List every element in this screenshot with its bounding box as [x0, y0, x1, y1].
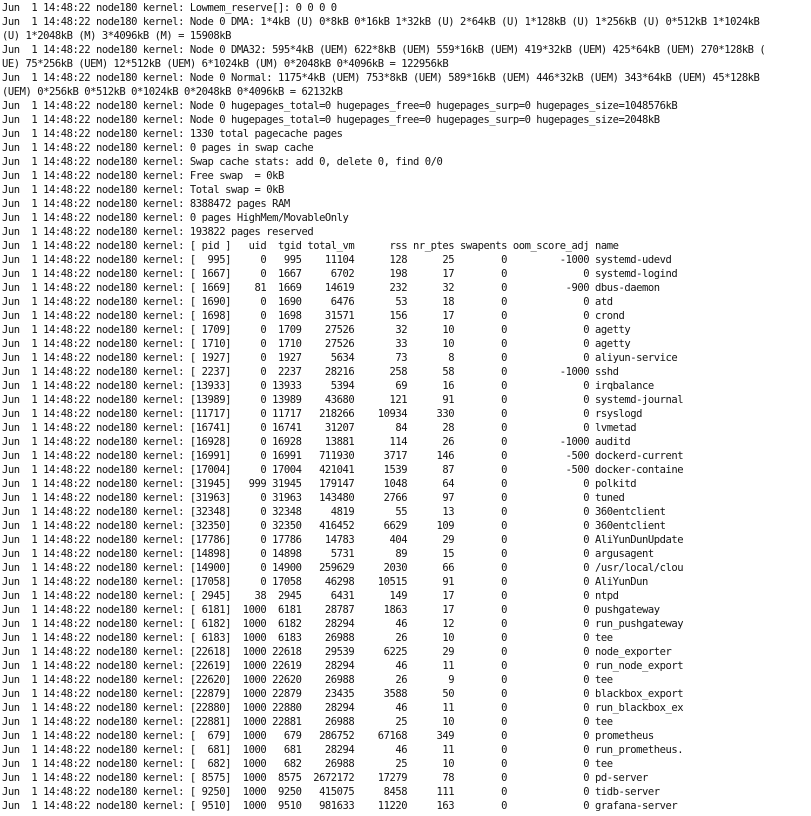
log-line: Jun 1 14:48:22 node180 kernel: [16991] 0 16991 711930 3717 146 0 -500 dockerd-current [2, 450, 684, 462]
log-line: Jun 1 14:48:22 node180 kernel: [31963] 0 31963 143480 2766 97 0 0 tuned [2, 492, 625, 504]
log-line: Jun 1 14:48:22 node180 kernel: [ 1669] 81 1669 14619 232 32 0 -900 dbus-daemon [2, 282, 660, 294]
log-line: Jun 1 14:48:22 node180 kernel: Total swap = 0kB [2, 184, 284, 196]
log-line: Jun 1 14:48:22 node180 kernel: [17786] 0 17786 14783 404 29 0 0 AliYunDunUpdate [2, 534, 684, 546]
log-line: Jun 1 14:48:22 node180 kernel: 8388472 pages RAM [2, 198, 290, 210]
log-line: Jun 1 14:48:22 node180 kernel: Node 0 DMA: 1*4kB (U) 0*8kB 0*16kB 1*32kB (U) 2*64kB (U) 1*128kB (U) 1*256kB (U) 0*512kB 1*1024kB [2, 16, 760, 28]
log-line: Jun 1 14:48:22 node180 kernel: [16741] 0 16741 31207 84 28 0 0 lvmetad [2, 422, 637, 434]
log-line: Jun 1 14:48:22 node180 kernel: Lowmem_reserve[]: 0 0 0 0 [2, 2, 337, 14]
log-line: Jun 1 14:48:22 node180 kernel: [ 1690] 0 1690 6476 53 18 0 0 atd [2, 296, 613, 308]
log-line: Jun 1 14:48:22 node180 kernel: [ 6181] 1000 6181 28787 1863 17 0 0 pushgateway [2, 604, 660, 616]
log-line: Jun 1 14:48:22 node180 kernel: [ 6182] 1000 6182 28294 46 12 0 0 run_pushgateway [2, 618, 684, 630]
log-line: Jun 1 14:48:22 node180 kernel: [22879] 1000 22879 23435 3588 50 0 0 blackbox_export [2, 688, 684, 700]
log-line: Jun 1 14:48:22 node180 kernel: 0 pages HighMem/MovableOnly [2, 212, 349, 224]
log-line: Jun 1 14:48:22 node180 kernel: [ 995] 0 995 11104 128 25 0 -1000 systemd-udevd [2, 254, 672, 266]
log-line: UE) 75*256kB (UEM) 12*512kB (UEM) 6*1024kB (UM) 0*2048kB 0*4096kB = 122956kB [2, 58, 449, 70]
log-line: Jun 1 14:48:22 node180 kernel: Node 0 DMA32: 595*4kB (UEM) 622*8kB (UEM) 559*16kB (UEM) 419*32kB (UEM) 425*64kB (UEM) 270*128kB ( [2, 44, 766, 56]
log-line: Jun 1 14:48:22 node180 kernel: [ 1698] 0 1698 31571 156 17 0 0 crond [2, 310, 625, 322]
log-line: Jun 1 14:48:22 node180 kernel: [ 2237] 0 2237 28216 258 58 0 -1000 sshd [2, 366, 619, 378]
log-line: Jun 1 14:48:22 node180 kernel: [ 682] 1000 682 26988 25 10 0 0 tee [2, 758, 613, 770]
log-line: Jun 1 14:48:22 node180 kernel: [22618] 1000 22618 29539 6225 29 0 0 node_exporter [2, 646, 672, 658]
log-line: (U) 1*2048kB (M) 3*4096kB (M) = 15908kB [2, 30, 231, 42]
log-line: Jun 1 14:48:22 node180 kernel: [ 1667] 0 1667 6702 198 17 0 0 systemd-logind [2, 268, 678, 280]
log-line: Jun 1 14:48:22 node180 kernel: [ 2945] 38 2945 6431 149 17 0 0 ntpd [2, 590, 619, 602]
log-line: Jun 1 14:48:22 node180 kernel: Free swap = 0kB [2, 170, 284, 182]
log-line: Jun 1 14:48:22 node180 kernel: [ 681] 1000 681 28294 46 11 0 0 run_prometheus. [2, 744, 684, 756]
log-line: Jun 1 14:48:22 node180 kernel: [ 1710] 0 1710 27526 33 10 0 0 agetty [2, 338, 631, 350]
log-line: Jun 1 14:48:22 node180 kernel: [16928] 0 16928 13881 114 26 0 -1000 auditd [2, 436, 631, 448]
log-line: Jun 1 14:48:22 node180 kernel: [ 8575] 1000 8575 2672172 17279 78 0 0 pd-server [2, 772, 648, 784]
log-line: (UEM) 0*256kB 0*512kB 0*1024kB 0*2048kB 0*4096kB = 62132kB [2, 86, 343, 98]
log-line: Jun 1 14:48:22 node180 kernel: [ pid ] uid tgid total_vm rss nr_ptes swapents oom_score_adj name [2, 240, 619, 252]
log-line: Jun 1 14:48:22 node180 kernel: 1330 total pagecache pages [2, 128, 343, 140]
log-line: Jun 1 14:48:22 node180 kernel: Node 0 hugepages_total=0 hugepages_free=0 hugepages_surp=0 hugepages_size=1048576kB [2, 100, 678, 112]
log-line: Jun 1 14:48:22 node180 kernel: [13933] 0 13933 5394 69 16 0 0 irqbalance [2, 380, 654, 392]
log-line: Jun 1 14:48:22 node180 kernel: [ 9250] 1000 9250 415075 8458 111 0 0 tidb-server [2, 786, 660, 798]
log-line: Jun 1 14:48:22 node180 kernel: [17058] 0 17058 46298 10515 91 0 0 AliYunDun [2, 576, 648, 588]
log-line: Jun 1 14:48:22 node180 kernel: [22620] 1000 22620 26988 26 9 0 0 tee [2, 674, 613, 686]
log-line: Jun 1 14:48:22 node180 kernel: [31945] 999 31945 179147 1048 64 0 0 polkitd [2, 478, 637, 490]
log-line: Jun 1 14:48:22 node180 kernel: Node 0 hugepages_total=0 hugepages_free=0 hugepages_surp=0 hugepages_size=2048kB [2, 114, 660, 126]
log-line: Jun 1 14:48:22 node180 kernel: [ 679] 1000 679 286752 67168 349 0 0 prometheus [2, 730, 654, 742]
log-line: Jun 1 14:48:22 node180 kernel: [ 9510] 1000 9510 981633 11220 163 0 0 grafana-server [2, 800, 678, 812]
log-line: Jun 1 14:48:22 node180 kernel: [11717] 0 11717 218266 10934 330 0 0 rsyslogd [2, 408, 642, 420]
log-line: Jun 1 14:48:22 node180 kernel: Swap cache stats: add 0, delete 0, find 0/0 [2, 156, 443, 168]
log-line: Jun 1 14:48:22 node180 kernel: [ 1927] 0 1927 5634 73 8 0 0 aliyun-service [2, 352, 678, 364]
log-line: Jun 1 14:48:22 node180 kernel: [17004] 0 17004 421041 1539 87 0 -500 docker-containe [2, 464, 684, 476]
log-line: Jun 1 14:48:22 node180 kernel: 0 pages in swap cache [2, 142, 314, 154]
log-line: Jun 1 14:48:22 node180 kernel: [13989] 0 13989 43680 121 91 0 0 systemd-journal [2, 394, 684, 406]
log-line: Jun 1 14:48:22 node180 kernel: [22880] 1000 22880 28294 46 11 0 0 run_blackbox_ex [2, 702, 684, 714]
log-line: Jun 1 14:48:22 node180 kernel: [14898] 0 14898 5731 89 15 0 0 argusagent [2, 548, 654, 560]
log-line: Jun 1 14:48:22 node180 kernel: [32348] 0 32348 4819 55 13 0 0 360entclient [2, 506, 666, 518]
log-line: Jun 1 14:48:22 node180 kernel: [32350] 0 32350 416452 6629 109 0 0 360entclient [2, 520, 666, 532]
log-line: Jun 1 14:48:22 node180 kernel: [ 6183] 1000 6183 26988 26 10 0 0 tee [2, 632, 613, 644]
log-line: Jun 1 14:48:22 node180 kernel: [14900] 0 14900 259629 2030 66 0 0 /usr/local/clou [2, 562, 684, 574]
log-line: Jun 1 14:48:22 node180 kernel: [22881] 1000 22881 26988 25 10 0 0 tee [2, 716, 613, 728]
log-line: Jun 1 14:48:22 node180 kernel: [ 1709] 0 1709 27526 32 10 0 0 agetty [2, 324, 631, 336]
log-line: Jun 1 14:48:22 node180 kernel: [22619] 1000 22619 28294 46 11 0 0 run_node_export [2, 660, 684, 672]
log-line: Jun 1 14:48:22 node180 kernel: 193822 pages reserved [2, 226, 314, 238]
log-line: Jun 1 14:48:22 node180 kernel: Node 0 Normal: 1175*4kB (UEM) 753*8kB (UEM) 589*16kB (UEM) 446*32kB (UEM) 343*64kB (UEM) 45*128kB [2, 72, 760, 84]
